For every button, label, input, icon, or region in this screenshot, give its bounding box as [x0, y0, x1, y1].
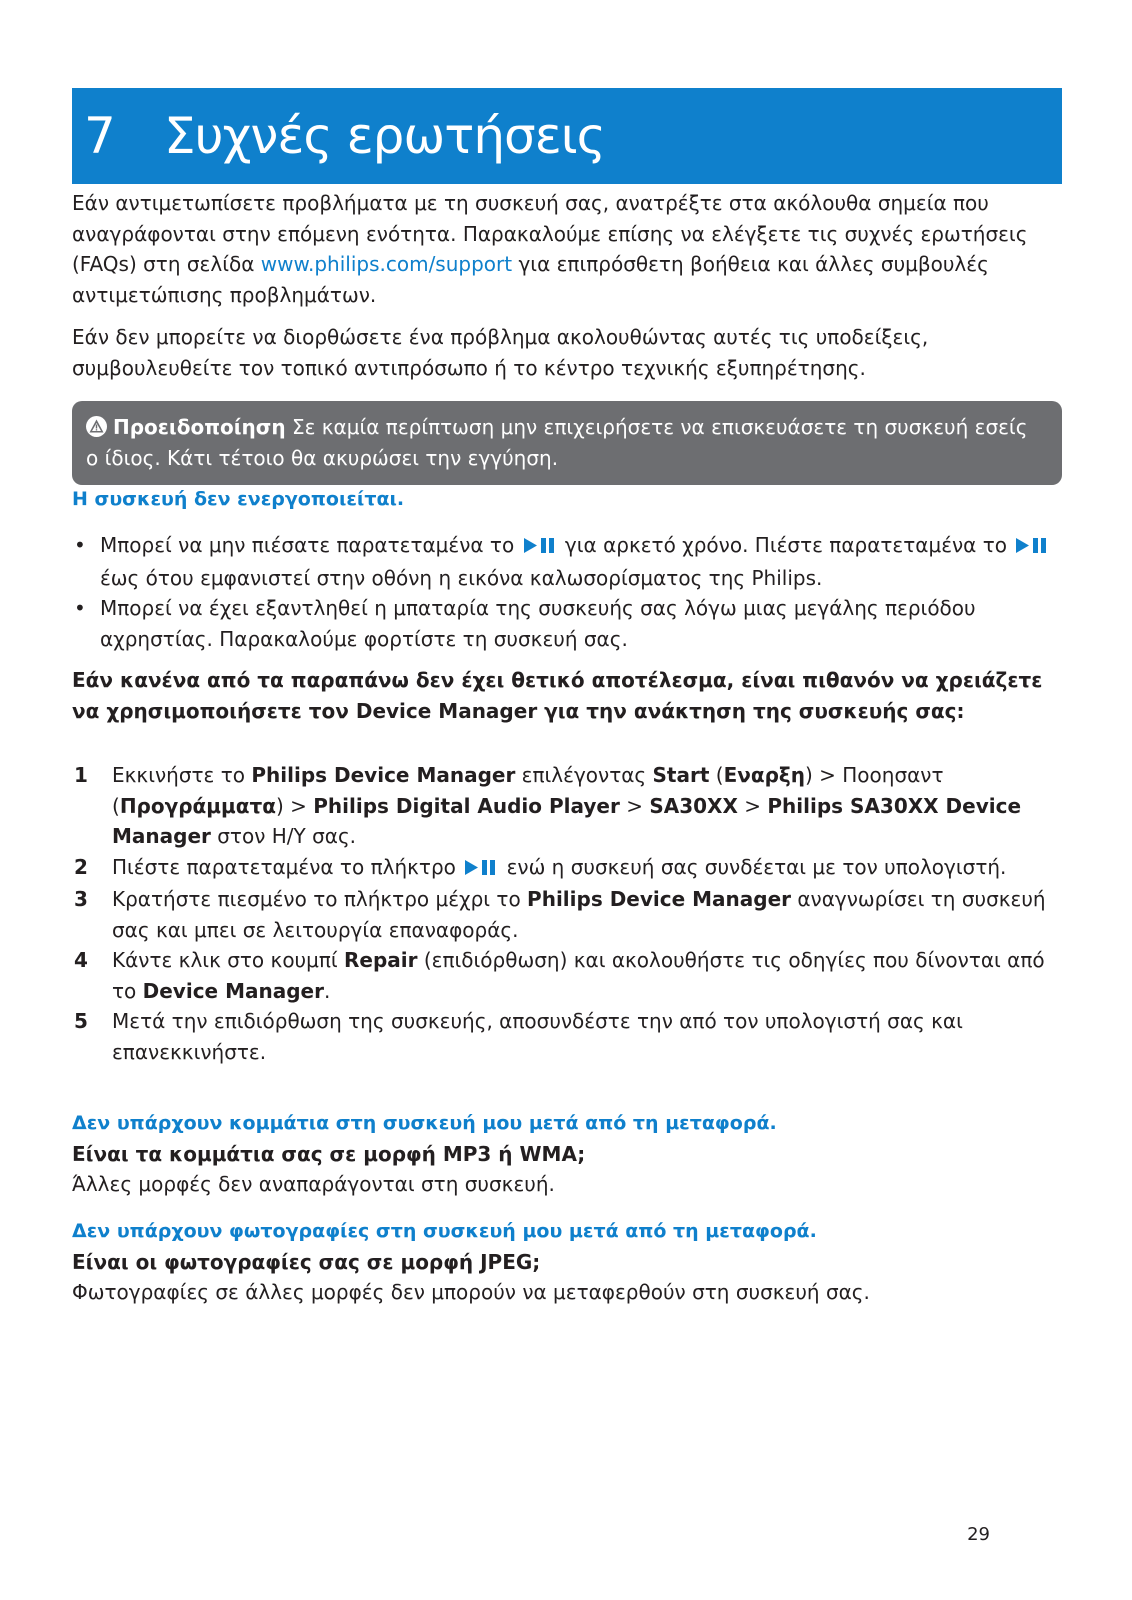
warning-box [72, 401, 1062, 485]
recovery-intro-text: Εάν κανένα από τα παραπάνω δεν έχει θετικό αποτέλεσμα, είναι πιθανόν να χρειάζετε να χρησιμοποιήσετε τον Device Manager για την ανάκτηση της συσκευής σας: [72, 668, 1043, 723]
warning-icon [86, 416, 107, 437]
recovery-steps [72, 760, 1062, 1067]
section-photos-heading: Δεν υπάρχουν φωτογραφίες στη συσκευή μου μετά από τη μεταφορά. [72, 1220, 817, 1242]
support-link[interactable]: www.philips.com/support [260, 252, 513, 276]
section-photos-answer: Φωτογραφίες σε άλλες μορφές δεν μπορούν να μεταφερθούν στη συσκευή σας. [72, 1280, 870, 1304]
section-photos-question: Είναι οι φωτογραφίες σας σε μορφή JPEG; [72, 1249, 541, 1274]
step-item: 2 Πιέστε παρατεταμένα το πλήκτρο ενώ η συσκευή σας συνδέεται με τον υπολογιστή. [72, 852, 1062, 885]
section-tracks-answer: Άλλες μορφές δεν αναπαράγονται στη συσκευή. [72, 1172, 555, 1196]
chapter-title-bar [72, 88, 1062, 184]
section-tracks [72, 1108, 1062, 1200]
page-number: 29 [967, 1524, 990, 1545]
section-photos [72, 1216, 1062, 1308]
list-item: • Μπορεί να έχει εξαντληθεί η μπαταρία της συσκευής σας λόγω μιας μεγάλης περιόδου αχρηστίας. Παρακαλούμε φορτίστε τη συσκευή σας. [74, 596, 976, 651]
power-bullets [72, 530, 1062, 654]
warning-text: Σε καμία περίπτωση μην επιχειρήσετε να επισκευάσετε τη συσκευή εσείς ο ίδιος. Κάτι τέτοιο θα ακυρώσει την εγγύηση. [86, 415, 1028, 470]
step-item: 4 Κάντε κλικ στο κουμπί Repair (επιδιόρθωση) και ακολουθήστε τις οδηγίες που δίνονται από το Device Manager. [74, 948, 1045, 1003]
list-item: • Μπορεί να μην πιέσατε παρατεταμένα το για αρκετό χρόνο. Πιέστε παρατεταμένα το έως ότου εμφανιστεί στην οθόνη η εικόνα καλωσορίσματος της Philips. [72, 530, 1062, 593]
chapter-number: 7 [84, 107, 115, 165]
step-item: 5 Μετά την επιδιόρθωση της συσκευής, αποσυνδέστε την από τον υπολογιστή σας και επανεκκινήστε. [74, 1009, 963, 1064]
step-item: 1 Εκκινήστε το Philips Device Manager επιλέγοντας Start (Εναρξη) > Ποοησαντ (Προγράμματα) > Philips Digital Audio Player > SA30XX > Philips SA30XX Device Manager στον Η/Υ σας. [74, 763, 1022, 848]
intro-paragraph-1: Εάν αντιμετωπίσετε προβλήματα με τη συσκευή σας, ανατρέξτε στα ακόλουθα σημεία που αναγράφονται στην επόμενη ενότητα. Παρακαλούμε επίσης να ελέγξετε τις συχνές ερωτήσεις (FAQs) στη σελίδα www.philips.com/support για επιπρόσθετη βοήθεια και άλλες συμβουλές αντιμετώπισης προβλημάτων. [72, 191, 1028, 307]
section-power-heading: Η συσκευή δεν ενεργοποιείται. [72, 488, 405, 510]
intro-paragraph-2-wrap [72, 322, 1062, 383]
section-tracks-question: Είναι τα κομμάτια σας σε μορφή MP3 ή WMA; [72, 1141, 586, 1166]
chapter-title: Συχνές ερωτήσεις [164, 107, 606, 165]
intro-paragraph-2: Εάν δεν μπορείτε να διορθώσετε ένα πρόβλημα ακολουθώντας αυτές τις υποδείξεις, συμβουλευθείτε τον τοπικό αντιπρόσωπο ή το κέντρο τεχνικής εξυπηρέτησης. [72, 325, 929, 380]
play-pause-icon [1015, 532, 1049, 563]
warning-label: Προειδοποίηση [113, 415, 286, 439]
play-pause-icon [523, 532, 557, 563]
step-item: 3 Κρατήστε πιεσμένο το πλήκτρο μέχρι το Philips Device Manager αναγνωρίσει τη συσκευή σας και μπει σε λειτουργία επαναφοράς. [74, 887, 1046, 942]
play-pause-icon [464, 854, 498, 885]
intro-section [72, 188, 1062, 310]
section-power [72, 484, 1062, 515]
section-tracks-heading: Δεν υπάρχουν κομμάτια στη συσκευή μου μετά από τη μεταφορά. [72, 1112, 777, 1134]
recovery-intro [72, 665, 1062, 726]
